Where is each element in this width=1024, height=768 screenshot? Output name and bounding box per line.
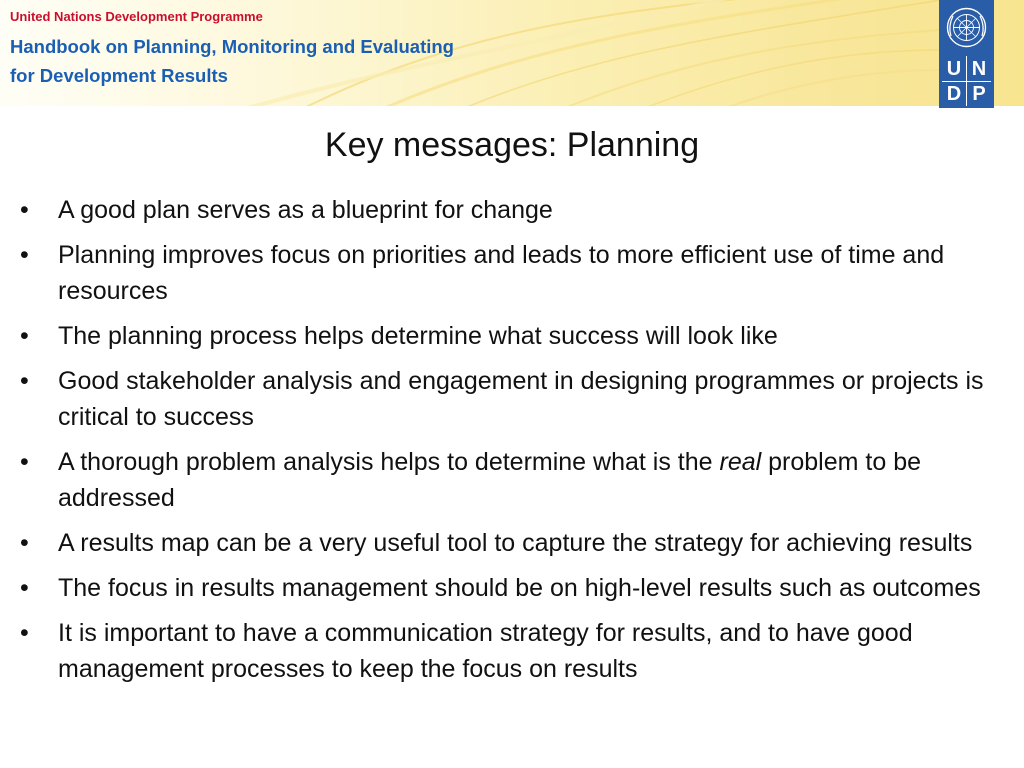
bullet-text: It is important to have a communication strategy for results, and to have good management processes to keep the focus on results xyxy=(58,619,913,683)
list-item xyxy=(20,192,1010,228)
bullet-text: Good stakeholder analysis and engagement in designing programmes or projects is critical to success xyxy=(58,367,984,431)
undp-logo xyxy=(939,0,994,108)
bullet-icon: • xyxy=(20,529,29,557)
handbook-title xyxy=(10,32,570,90)
key-messages-list xyxy=(20,192,1010,696)
bullet-text: Planning improves focus on priorities and leads to more efficient use of time and resources xyxy=(58,241,945,305)
bullet-text-part: problem to be addressed xyxy=(58,448,922,512)
logo-letter-n: N xyxy=(971,58,987,80)
bullet-text xyxy=(58,448,921,512)
handbook-title-line-2: for Development Results xyxy=(10,65,228,86)
un-emblem-icon xyxy=(945,6,988,49)
list-item xyxy=(20,615,1010,687)
bullet-icon: • xyxy=(20,619,29,647)
emphasized-word: real xyxy=(719,448,762,476)
bullet-icon: • xyxy=(20,241,29,269)
list-item xyxy=(20,570,1010,606)
bullet-icon: • xyxy=(20,448,29,476)
logo-divider-horizontal xyxy=(942,81,991,82)
list-item xyxy=(20,318,1010,354)
slide-title: Key messages: Planning xyxy=(324,126,700,164)
bullet-text-part: A thorough problem analysis helps to determine what is the xyxy=(58,448,720,476)
list-item xyxy=(20,525,1010,561)
bullet-text: A good plan serves as a blueprint for change xyxy=(58,196,553,224)
logo-letter-u: U xyxy=(946,58,962,80)
logo-letter-d: D xyxy=(946,83,962,105)
bullet-text: A results map can be a very useful tool to capture the strategy for achieving results xyxy=(58,529,973,557)
handbook-title-line-1: Handbook on Planning, Monitoring and Evaluating xyxy=(10,36,454,57)
bullet-icon: • xyxy=(20,574,29,602)
list-item xyxy=(20,237,1010,309)
list-item xyxy=(20,444,1010,516)
header-banner xyxy=(0,0,1024,106)
logo-letter-p: P xyxy=(972,83,986,105)
list-item xyxy=(20,363,1010,435)
organization-name: United Nations Development Programme xyxy=(10,9,263,24)
bullet-icon: • xyxy=(20,367,29,395)
bullet-text: The focus in results management should be on high-level results such as outcomes xyxy=(58,574,981,602)
bullet-icon: • xyxy=(20,322,29,350)
bullet-text: The planning process helps determine what success will look like xyxy=(58,322,778,350)
bullet-icon: • xyxy=(20,196,29,224)
